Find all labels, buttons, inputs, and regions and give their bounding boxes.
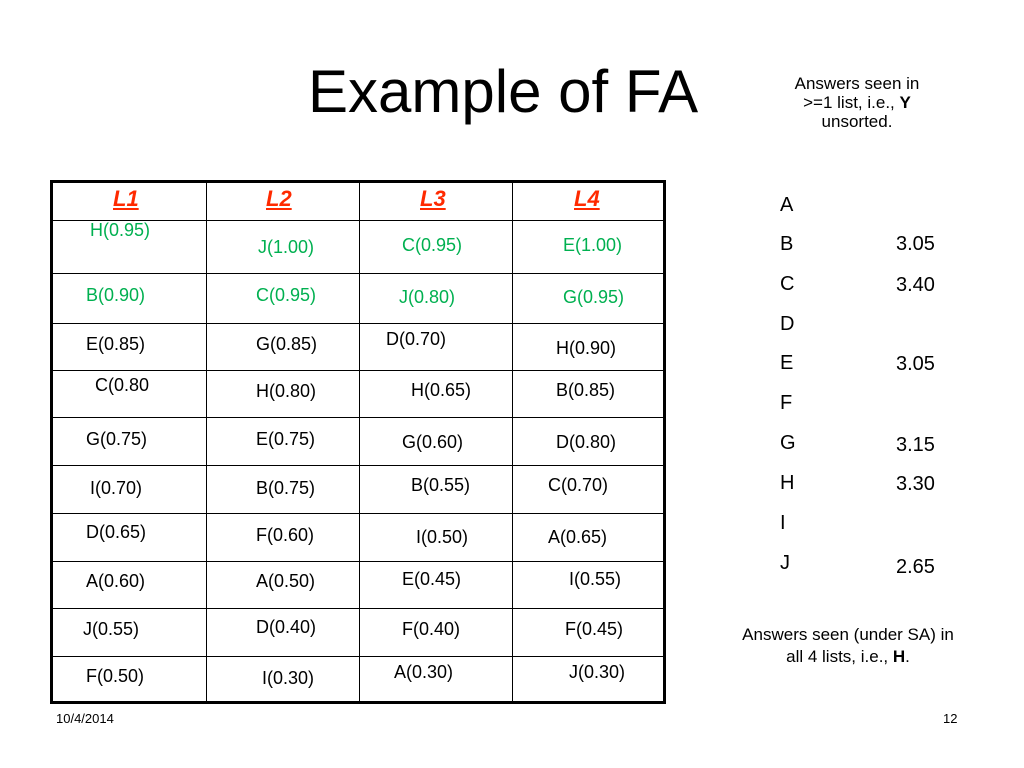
y-answer-score: 3.15 bbox=[896, 434, 935, 456]
note-answers-seen-y bbox=[752, 74, 962, 131]
list-cell: B(0.90) bbox=[86, 285, 146, 305]
list-cell: I(0.30) bbox=[262, 668, 315, 688]
y-answer-letter: B bbox=[780, 233, 794, 255]
row-divider bbox=[53, 656, 663, 657]
list-cell: F(0.45) bbox=[565, 619, 624, 639]
list-cell: C(0.95) bbox=[402, 235, 463, 255]
list-cell: G(0.75) bbox=[86, 429, 148, 449]
list-cell: B(0.85) bbox=[556, 380, 616, 400]
note-bottom-line1: Answers seen (under SA) in bbox=[742, 625, 954, 644]
list-cell: D(0.70) bbox=[386, 329, 447, 349]
list-cell: C(0.80 bbox=[95, 375, 150, 395]
note-bottom-period: . bbox=[905, 647, 910, 666]
list-cell: A(0.65) bbox=[548, 527, 608, 547]
list-cell: H(0.80) bbox=[256, 381, 317, 401]
y-answer-letter: F bbox=[780, 392, 793, 414]
row-divider bbox=[53, 417, 663, 418]
column-divider bbox=[359, 183, 360, 701]
y-answer-score: 3.30 bbox=[896, 473, 935, 495]
y-answer-score: 3.05 bbox=[896, 353, 935, 375]
list-cell: C(0.95) bbox=[256, 285, 317, 305]
list-cell: H(0.95) bbox=[90, 220, 151, 240]
row-divider bbox=[53, 608, 663, 609]
list-cell: I(0.50) bbox=[416, 527, 469, 547]
y-answer-score: 2.65 bbox=[896, 556, 935, 578]
list-cell: B(0.75) bbox=[256, 478, 316, 498]
note-answers-seen-h bbox=[700, 624, 996, 668]
note-top-bold: Y bbox=[899, 93, 911, 112]
header-l4: L4 bbox=[574, 186, 600, 211]
list-cell: J(0.30) bbox=[569, 662, 626, 682]
y-answer-letter: H bbox=[780, 472, 795, 494]
list-cell: H(0.65) bbox=[411, 380, 472, 400]
header-l1: L1 bbox=[113, 186, 139, 211]
list-cell: E(0.45) bbox=[402, 569, 462, 589]
slide-title: Example of FA bbox=[308, 58, 699, 125]
list-cell: G(0.95) bbox=[563, 287, 625, 307]
note-top-line2: >=1 list, i.e., bbox=[803, 93, 900, 112]
y-answer-score: 3.05 bbox=[896, 233, 935, 255]
list-cell: F(0.60) bbox=[256, 525, 315, 545]
note-bottom-bold: H bbox=[892, 647, 906, 666]
list-cell: J(0.55) bbox=[83, 619, 140, 639]
y-answer-letter: I bbox=[780, 512, 786, 534]
list-cell: B(0.55) bbox=[411, 475, 471, 495]
header-l3: L3 bbox=[420, 186, 446, 211]
list-cell: E(1.00) bbox=[563, 235, 623, 255]
list-cell: I(0.70) bbox=[90, 478, 143, 498]
list-cell: H(0.90) bbox=[556, 338, 617, 358]
footer-date: 10/4/2014 bbox=[56, 711, 114, 726]
header-l2: L2 bbox=[266, 186, 292, 211]
slide-number: 12 bbox=[943, 711, 958, 726]
y-answer-score: 3.40 bbox=[896, 274, 935, 296]
row-divider bbox=[53, 370, 663, 371]
column-divider bbox=[512, 183, 513, 701]
list-cell: A(0.50) bbox=[256, 571, 316, 591]
column-divider bbox=[206, 183, 207, 701]
list-cell: C(0.70) bbox=[548, 475, 609, 495]
note-bottom-line2: all 4 lists, i.e., bbox=[786, 647, 893, 666]
list-cell: E(0.85) bbox=[86, 334, 146, 354]
list-cell: A(0.60) bbox=[86, 571, 146, 591]
y-answer-letter: J bbox=[780, 552, 790, 574]
list-cell: J(1.00) bbox=[258, 237, 315, 257]
list-cell: G(0.85) bbox=[256, 334, 318, 354]
note-top-line3: unsorted. bbox=[821, 112, 893, 131]
y-answer-letter: C bbox=[780, 273, 795, 295]
y-answer-letter: G bbox=[780, 432, 796, 454]
y-answer-letter: A bbox=[780, 194, 794, 216]
note-top-line1: Answers seen in bbox=[794, 74, 920, 93]
y-answer-letter: D bbox=[780, 313, 795, 335]
list-cell: D(0.80) bbox=[556, 432, 617, 452]
row-divider bbox=[53, 323, 663, 324]
list-cell: I(0.55) bbox=[569, 569, 622, 589]
list-cell: E(0.75) bbox=[256, 429, 316, 449]
row-divider bbox=[53, 465, 663, 466]
row-divider bbox=[53, 273, 663, 274]
row-divider bbox=[53, 561, 663, 562]
row-divider bbox=[53, 513, 663, 514]
list-cell: G(0.60) bbox=[402, 432, 464, 452]
list-cell: A(0.30) bbox=[394, 662, 454, 682]
list-cell: F(0.40) bbox=[402, 619, 461, 639]
list-cell: D(0.40) bbox=[256, 617, 317, 637]
list-cell: F(0.50) bbox=[86, 666, 145, 686]
list-cell: J(0.80) bbox=[399, 287, 456, 307]
list-cell: D(0.65) bbox=[86, 522, 147, 542]
y-answer-letter: E bbox=[780, 352, 794, 374]
